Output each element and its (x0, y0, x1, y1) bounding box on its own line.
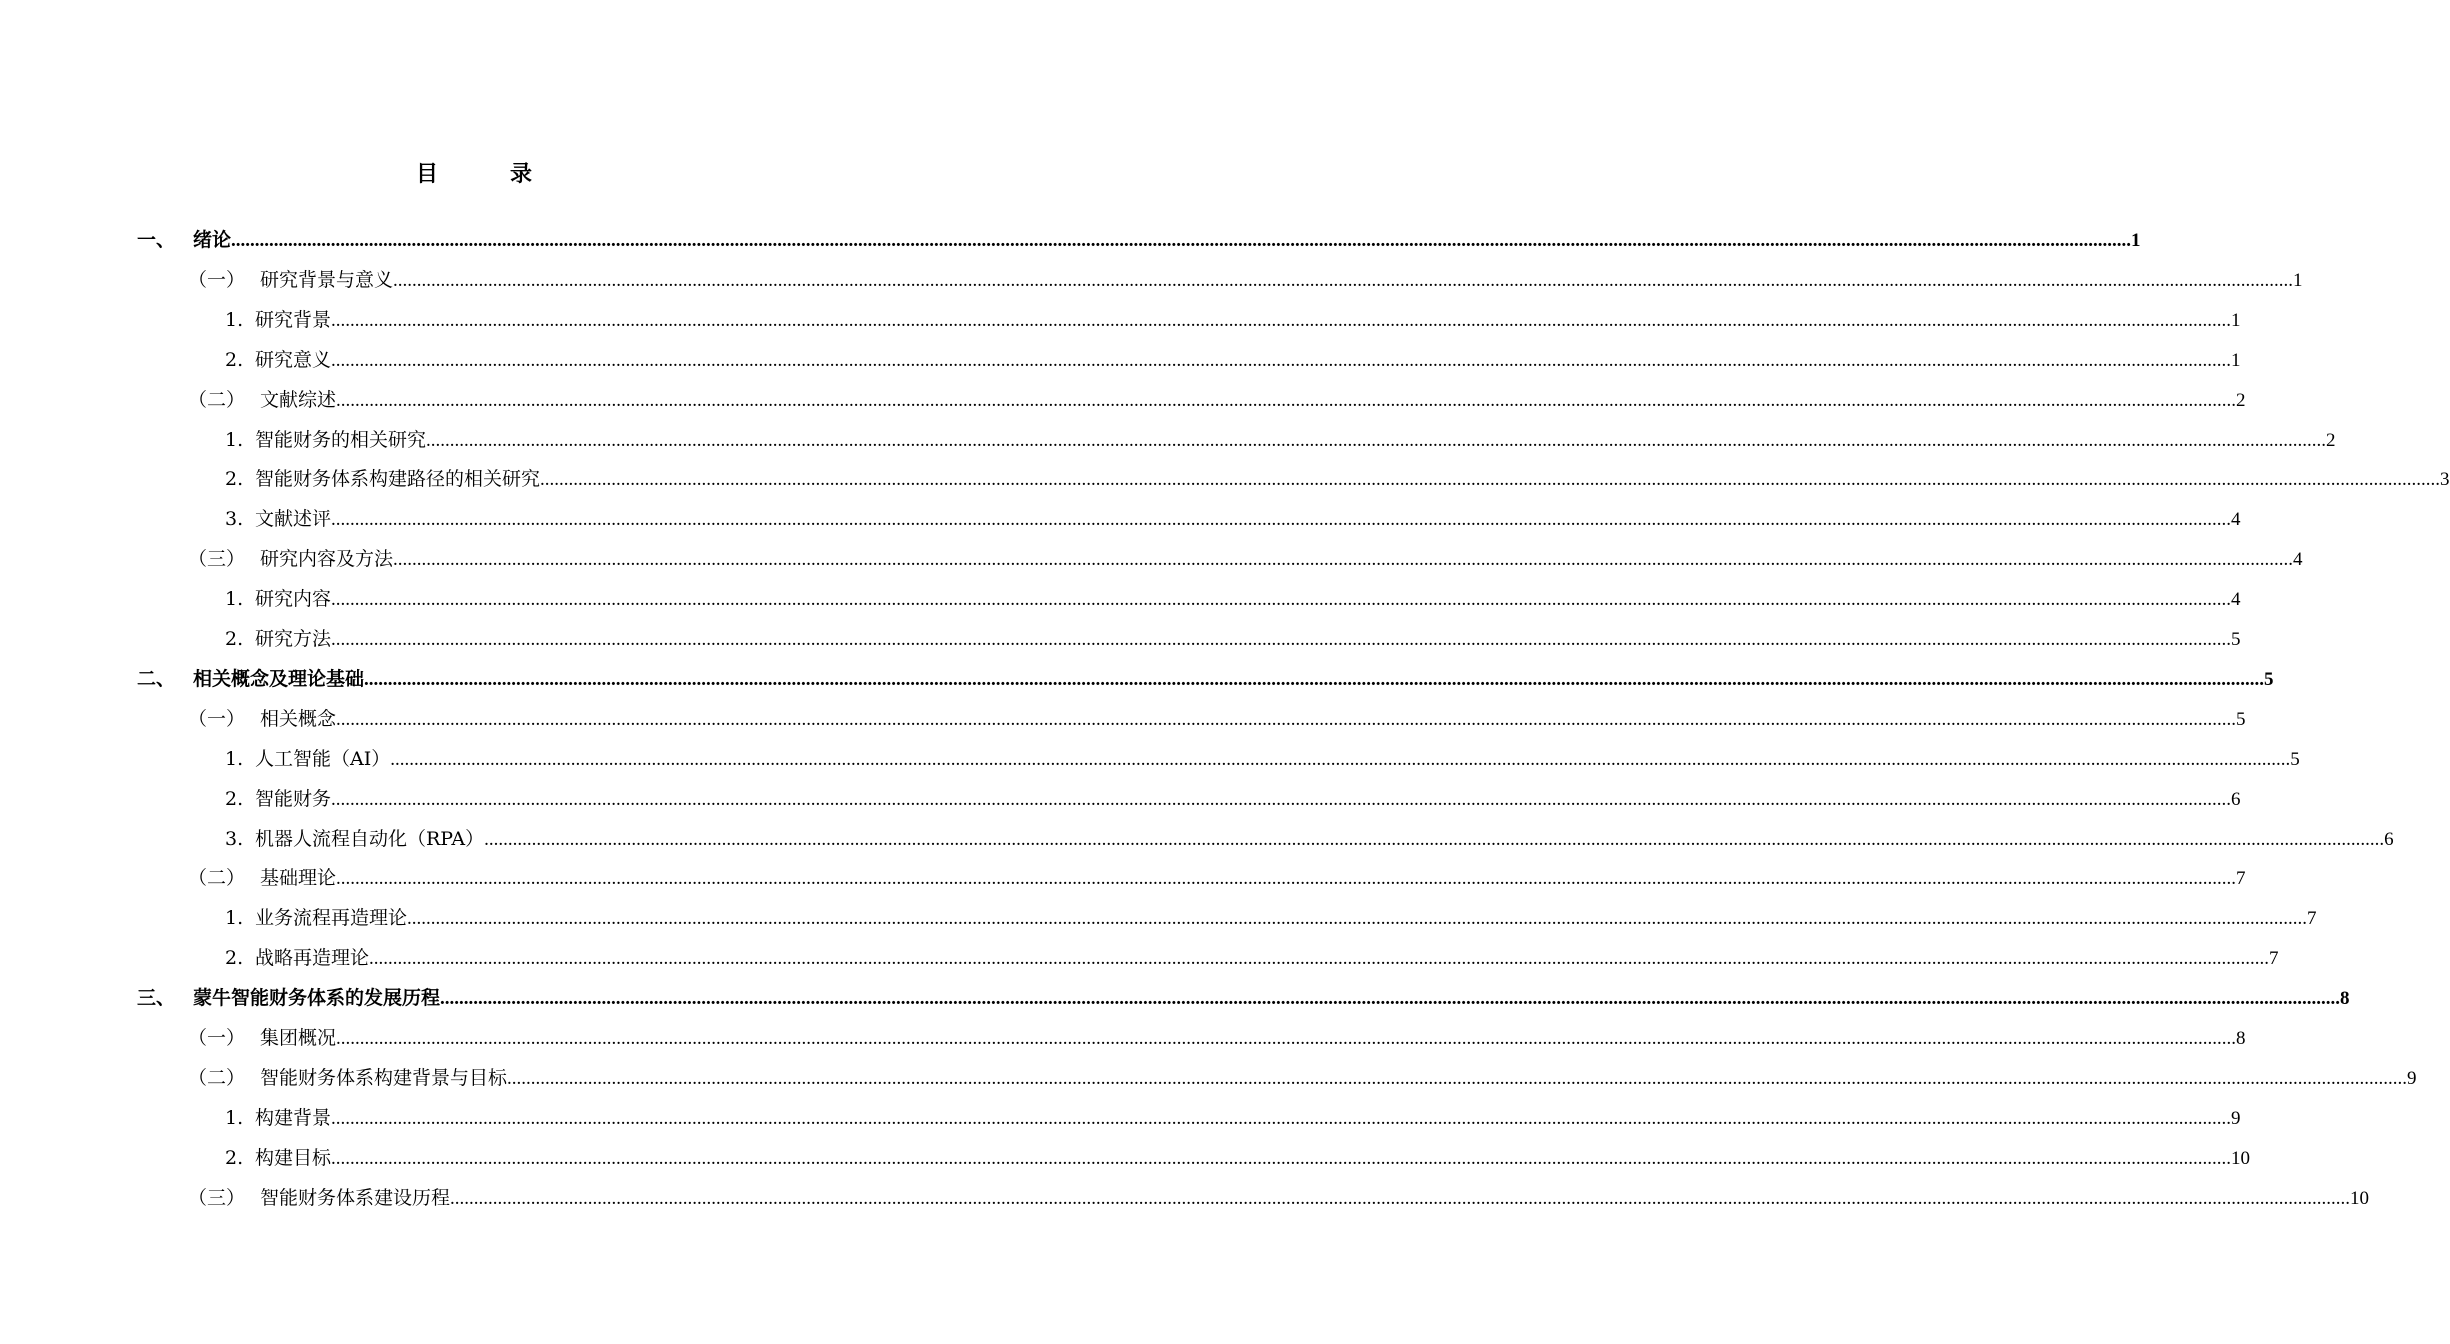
toc-entry[interactable] (188, 539, 2303, 579)
toc-dot-leader: ................................................................................................................................................................................................................................................................................................................................................................................................................ (331, 788, 2232, 810)
toc-entry[interactable] (137, 978, 2350, 1018)
toc-dot-leader: ................................................................................................................................................................................................................................................................................................................................................................................................................ (390, 748, 2291, 770)
toc-entry-page-number: 5 (2264, 668, 2274, 690)
toc-entry-label: 相关概念 (260, 707, 337, 730)
toc-entry-page-number: 5 (2231, 629, 2241, 650)
toc-entry-number: 三、 (137, 987, 176, 1010)
toc-entry[interactable] (225, 420, 2336, 460)
toc-dot-leader: ................................................................................................................................................................................................................................................................................................................................................................................................................ (336, 1028, 2237, 1049)
toc-entry[interactable] (225, 499, 2241, 539)
toc-entry-label: 业务流程再造理论 (255, 907, 408, 930)
toc-dot-leader: ................................................................................................................................................................................................................................................................................................................................................................................................................ (331, 629, 2232, 650)
toc-entry[interactable] (188, 260, 2303, 300)
toc-entry[interactable] (188, 1018, 2246, 1058)
toc-entry-label: 机器人流程自动化（RPA） (255, 827, 485, 850)
toc-entry-number: 2. (225, 1146, 244, 1169)
toc-entry-number: 2. (225, 468, 244, 491)
toc-dot-leader: ................................................................................................................................................................................................................................................................................................................................................................................................................ (336, 868, 2237, 890)
toc-entry-label: 构建目标 (255, 1146, 332, 1169)
toc-entry-number: 1. (225, 308, 244, 331)
toc-entry-number: 1. (225, 588, 244, 611)
toc-dot-leader: ................................................................................................................................................................................................................................................................................................................................................................................................................ (393, 549, 2294, 571)
toc-entry-number: （二） (188, 867, 246, 890)
toc-entry-page-number: 2 (2326, 429, 2336, 451)
toc-entry-label: 智能财务体系构建背景与目标 (260, 1066, 508, 1089)
toc-dot-leader: ................................................................................................................................................................................................................................................................................................................................................................................................................ (450, 1187, 2351, 1209)
toc-dot-leader: ................................................................................................................................................................................................................................................................................................................................................................................................................ (440, 988, 2341, 1010)
toc-entry[interactable] (225, 898, 2317, 938)
toc-dot-leader: ................................................................................................................................................................................................................................................................................................................................................................................................................ (331, 1107, 2232, 1129)
toc-entry-page-number: 1 (2231, 349, 2241, 371)
toc-entry-number: （一） (188, 1027, 246, 1049)
toc-entry-page-number: 8 (2340, 988, 2350, 1010)
toc-entry-number: 3. (225, 508, 244, 531)
toc-entry-label: 文献述评 (255, 508, 332, 531)
toc-entry[interactable] (225, 459, 2450, 499)
toc-entry-page-number: 7 (2307, 908, 2317, 930)
toc-entry[interactable] (188, 1178, 2370, 1218)
toc-entry-label: 智能财务体系构建路径的相关研究 (255, 468, 541, 491)
toc-entry-label: 智能财务的相关研究 (255, 428, 427, 451)
toc-entry-number: 1. (225, 1106, 244, 1129)
toc-entry-page-number: 7 (2236, 868, 2246, 890)
toc-entry-page-number: 1 (2131, 230, 2141, 251)
toc-entry[interactable] (225, 300, 2241, 340)
toc-entry-page-number: 7 (2269, 948, 2279, 970)
toc-entry-label: 战略再造理论 (255, 947, 370, 970)
title-char-right: 录 (510, 162, 535, 187)
toc-entry[interactable] (225, 1138, 2251, 1178)
toc-entry-page-number: 4 (2231, 589, 2241, 611)
toc-entry-page-number: 4 (2293, 549, 2303, 571)
toc-entry[interactable] (188, 380, 2246, 420)
toc-entry-page-number: 3 (2440, 469, 2450, 491)
toc-entry-number: 2. (225, 947, 244, 970)
toc-entry[interactable] (225, 739, 2300, 779)
toc-dot-leader: ................................................................................................................................................................................................................................................................................................................................................................................................................ (231, 230, 2132, 251)
toc-entry[interactable] (137, 220, 2141, 260)
toc-dot-leader: ................................................................................................................................................................................................................................................................................................................................................................................................................ (331, 309, 2232, 331)
toc-entry-label: 人工智能（AI） (255, 747, 391, 770)
toc-entry[interactable] (225, 340, 2241, 380)
toc-entry-number: 2. (225, 787, 244, 810)
toc-entry-number: 1. (225, 747, 244, 770)
toc-entry[interactable] (225, 779, 2241, 819)
toc-entry[interactable] (188, 1058, 2417, 1098)
toc-entry-label: 研究内容及方法 (260, 548, 394, 571)
toc-entry-label: 相关概念及理论基础 (193, 667, 365, 690)
toc-entry-label: 文献综述 (260, 388, 337, 411)
toc-entry-label: 蒙牛智能财务体系的发展历程 (193, 987, 441, 1010)
toc-entry-label: 研究意义 (255, 348, 332, 371)
toc-entry[interactable] (225, 619, 2241, 659)
toc-entry[interactable] (225, 579, 2241, 619)
toc-dot-leader: ................................................................................................................................................................................................................................................................................................................................................................................................................ (507, 1067, 2408, 1089)
toc-dot-leader: ................................................................................................................................................................................................................................................................................................................................................................................................................ (426, 429, 2327, 451)
toc-entry-label: 智能财务 (255, 787, 332, 810)
toc-entry[interactable] (188, 699, 2246, 739)
toc-dot-leader: ................................................................................................................................................................................................................................................................................................................................................................................................................ (364, 668, 2265, 690)
toc-entry-page-number: 6 (2384, 828, 2394, 850)
toc-dot-leader: ................................................................................................................................................................................................................................................................................................................................................................................................................ (331, 1147, 2232, 1169)
toc-entry[interactable] (225, 938, 2279, 978)
toc-entry-page-number: 1 (2293, 269, 2303, 291)
toc-entry-page-number: 1 (2231, 309, 2241, 331)
toc-entry-number: 2. (225, 628, 244, 650)
page-title (0, 157, 950, 188)
toc-entry-number: （二） (188, 388, 246, 411)
toc-dot-leader: ................................................................................................................................................................................................................................................................................................................................................................................................................ (369, 948, 2270, 970)
toc-dot-leader: ................................................................................................................................................................................................................................................................................................................................................................................................................ (331, 509, 2232, 531)
toc-entry-page-number: 6 (2231, 788, 2241, 810)
toc-entry-page-number: 10 (2350, 1187, 2370, 1209)
toc-entry-page-number: 4 (2231, 509, 2241, 531)
toc-entry-number: 一、 (137, 229, 176, 251)
toc-entry-label: 智能财务体系建设历程 (260, 1186, 451, 1209)
toc-entry[interactable] (225, 1098, 2241, 1138)
toc-dot-leader: ................................................................................................................................................................................................................................................................................................................................................................................................................ (331, 589, 2232, 611)
toc-entry-page-number: 2 (2236, 389, 2246, 411)
toc-entry-number: （一） (188, 268, 246, 291)
toc-entry-number: 1. (225, 428, 244, 451)
toc-dot-leader: ................................................................................................................................................................................................................................................................................................................................................................................................................ (393, 269, 2294, 291)
toc-entry-number: （三） (188, 548, 246, 571)
toc-entry-number: 1. (225, 907, 244, 930)
toc-entry-page-number: 9 (2407, 1067, 2417, 1089)
toc-entry-label: 基础理论 (260, 867, 337, 890)
toc-entry-label: 研究方法 (255, 628, 332, 650)
toc-entry-number: 3. (225, 827, 244, 850)
toc-dot-leader: ................................................................................................................................................................................................................................................................................................................................................................................................................ (331, 349, 2232, 371)
toc-dot-leader: ................................................................................................................................................................................................................................................................................................................................................................................................................ (336, 389, 2237, 411)
toc-entry-number: 二、 (137, 667, 176, 690)
toc-entry[interactable] (137, 659, 2274, 699)
toc-entry-page-number: 9 (2231, 1107, 2241, 1129)
toc-entry-page-number: 5 (2236, 708, 2246, 730)
toc-entry-page-number: 10 (2231, 1147, 2251, 1169)
toc-dot-leader: ................................................................................................................................................................................................................................................................................................................................................................................................................ (484, 828, 2385, 850)
toc-entry[interactable] (188, 858, 2246, 898)
toc-entry-number: （一） (188, 707, 246, 730)
toc-entry-page-number: 8 (2236, 1028, 2246, 1049)
toc-dot-leader: ................................................................................................................................................................................................................................................................................................................................................................................................................ (336, 708, 2237, 730)
toc-entry-label: 构建背景 (255, 1106, 332, 1129)
toc-entry-label: 研究背景与意义 (260, 268, 394, 291)
toc-entry-number: （二） (188, 1066, 246, 1089)
toc-entry-label: 绪论 (193, 229, 232, 251)
toc-entry-number: 2. (225, 348, 244, 371)
title-char-left: 目 (415, 162, 440, 187)
toc-entry-label: 研究内容 (255, 588, 332, 611)
toc-entry-page-number: 5 (2290, 748, 2300, 770)
toc-entry-label: 研究背景 (255, 308, 332, 331)
toc-entry-label: 集团概况 (260, 1027, 337, 1049)
toc-entry-number: （三） (188, 1186, 246, 1209)
toc-entry[interactable] (225, 819, 2394, 859)
toc-dot-leader: ................................................................................................................................................................................................................................................................................................................................................................................................................ (540, 469, 2441, 491)
toc-dot-leader: ................................................................................................................................................................................................................................................................................................................................................................................................................ (407, 908, 2308, 930)
